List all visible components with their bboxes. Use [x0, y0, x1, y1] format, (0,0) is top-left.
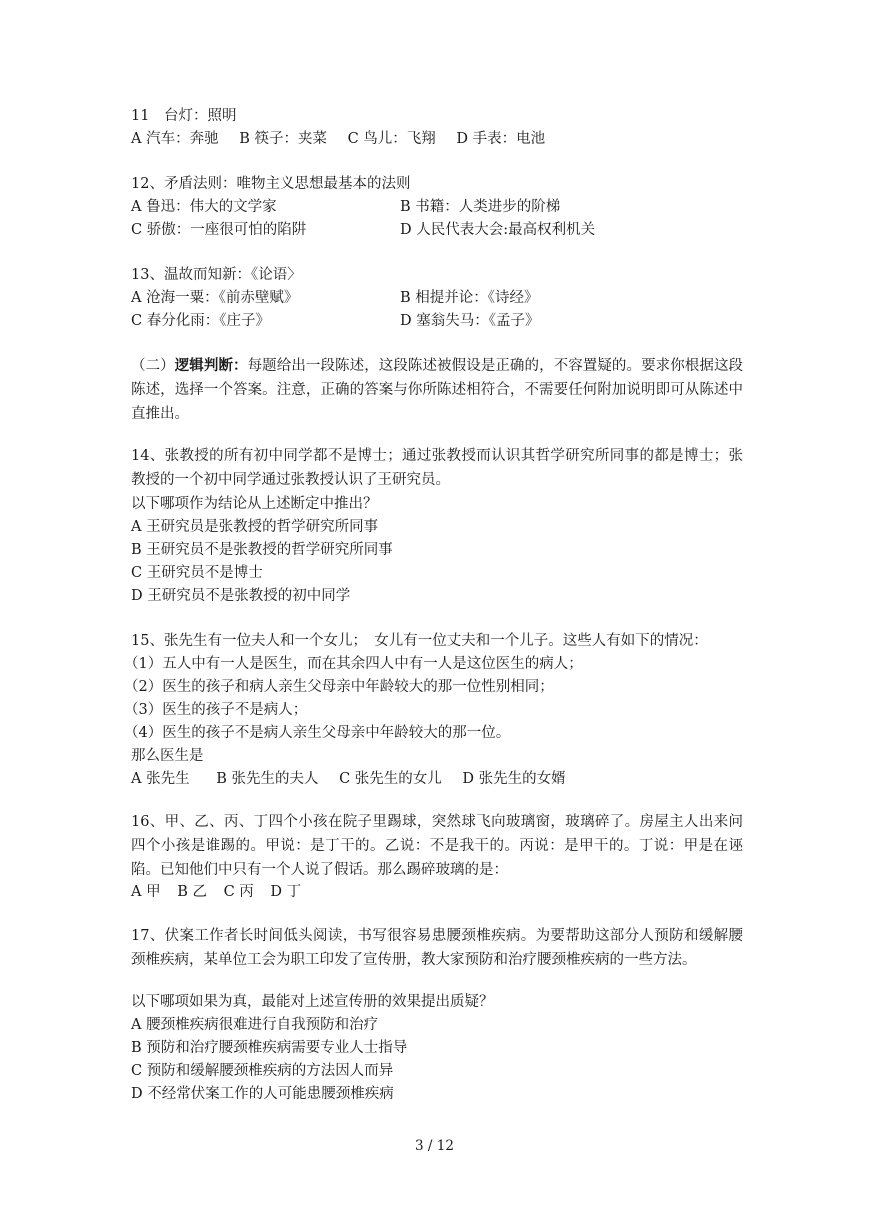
q13-option-d: D 塞翁失马：《孟子》 — [400, 313, 540, 329]
q15-condition-1: （1）五人中有一人是医生，而在其余四人中有一人是这位医生的病人； — [124, 656, 583, 672]
q11-option-a: A 汽车：奔驰 — [131, 131, 219, 147]
q16-options — [131, 882, 301, 902]
q15-option-c: C 张先生的女儿 — [339, 771, 442, 787]
q15-condition-2: （2）医生的孩子和病人亲生父母亲中年龄较大的那一位性别相同； — [124, 679, 554, 695]
q15-condition-4: （4）医生的孩子不是病人亲生父母亲中年龄较大的那一位。 — [124, 725, 511, 741]
q16-stem: 16、甲、乙、丙、丁四个小孩在院子里踢球，突然球飞向玻璃窗，玻璃碎了。房屋主人出来问四个小孩是谁踢的。甲说：是丁干的。乙说：不是我干的。丙说：是甲干的。丁说：甲是在诬陷。已知他们中只有一个人说了假话。那么踢碎玻璃的是： — [131, 814, 743, 878]
q16-option-d: D 丁 — [270, 884, 302, 900]
q14-option-d: D 王研究员不是张教授的初中同学 — [131, 588, 351, 604]
q14-question: 以下哪项作为结论从上述断定中推出？ — [131, 496, 378, 512]
q16-option-c: C 丙 — [223, 884, 254, 900]
q13-option-c: C 春分化雨：《庄子》 — [131, 313, 270, 329]
q15-condition-3: （3）医生的孩子不是病人； — [124, 702, 308, 718]
page-number: 3 / 12 — [415, 1138, 454, 1154]
q14-option-c: C 王研究员不是博士 — [131, 565, 263, 581]
q11-stem: 11 台灯：照明 — [131, 108, 237, 124]
q12-option-c: C 骄傲：一座很可怕的陷阱 — [131, 222, 307, 238]
q15-question: 那么医生是 — [131, 748, 204, 764]
q15-option-b: B 张先生的夫人 — [216, 771, 319, 787]
q11-option-b: B 筷子：夹菜 — [239, 131, 327, 147]
q12-stem: 12、矛盾法则：唯物主义思想最基本的法则 — [131, 176, 411, 192]
q17-stem: 17、伏案工作者长时间低头阅读，书写很容易患腰颈椎疾病。为要帮助这部分人预防和缓解腰颈椎疾病，某单位工会为职工印发了宣传册，教大家预防和治疗腰颈椎疾病的一些方法。 — [131, 928, 743, 968]
section-instructions — [131, 354, 743, 426]
q16-option-a: A 甲 — [131, 884, 161, 900]
q13-stem: 13、温故而知新：《论语〉 — [131, 267, 302, 283]
q17-option-b: B 预防和治疗腰颈椎疾病需要专业人士指导 — [131, 1040, 408, 1056]
q12-option-b: B 书籍：人类进步的阶梯 — [400, 199, 561, 215]
q11-option-c: C 鸟儿：飞翔 — [347, 131, 436, 147]
q14-option-a: A 王研究员是张教授的哲学研究所同事 — [131, 519, 379, 535]
q17-option-c: C 预防和缓解腰颈椎疾病的方法因人而异 — [131, 1063, 394, 1079]
q12-option-d: D 人民代表大会:最高权利机关 — [400, 222, 596, 238]
q17-option-a: A 腰颈椎疾病很难进行自我预防和治疗 — [131, 1017, 379, 1033]
q16-option-b: B 乙 — [177, 884, 207, 900]
q14-stem: 14、张教授的所有初中同学都不是博士；通过张教授而认识其哲学研究所同事的都是博士；张教授的一个初中同学通过张教授认识了王研究员。 — [131, 448, 743, 488]
q17-question: 以下哪项如果为真，最能对上述宣传册的效果提出质疑？ — [131, 994, 494, 1010]
q13-option-a: A 沧海一粟：《前赤壁赋》 — [131, 290, 299, 306]
q15-option-d: D 张先生的女婿 — [462, 771, 566, 787]
q12-option-a: A 鲁迅：伟大的文学家 — [131, 199, 277, 215]
q14-option-b: B 王研究员不是张教授的哲学研究所同事 — [131, 542, 393, 558]
q15-options — [131, 769, 566, 789]
q11-options — [131, 129, 545, 149]
q15-option-a: A 张先生 — [131, 771, 190, 787]
section-title: 逻辑判断： — [174, 357, 248, 374]
q15-stem: 15、张先生有一位夫人和一个女儿； 女儿有一位丈夫和一个儿子。这些人有如下的情况： — [131, 633, 708, 649]
section-prefix: （二） — [131, 358, 175, 374]
q11-option-d: D 手表：电池 — [456, 131, 546, 147]
section-body: 每题给出一段陈述，这段陈述被假设是正确的，不容置疑的。要求你根据这段陈述，选择一个答案。注意，正确的答案与你所陈述相符合，不需要任何附加说明即可从陈述中直推出。 — [131, 358, 744, 422]
q17-option-d: D 不经常伏案工作的人可能患腰颈椎疾病 — [131, 1086, 394, 1102]
q13-option-b: B 相提并论：《诗经》 — [400, 290, 539, 306]
